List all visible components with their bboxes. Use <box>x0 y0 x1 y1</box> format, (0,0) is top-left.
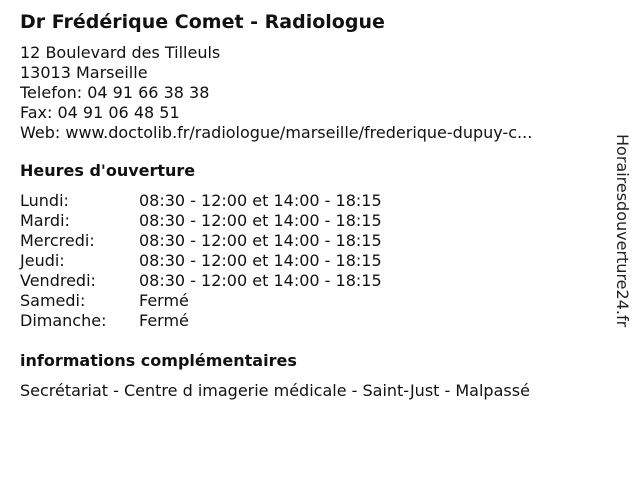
hours-row-monday <box>20 191 600 211</box>
hours-row-thursday <box>20 251 600 271</box>
day-label: Samedi: <box>20 291 86 310</box>
time-value: 08:30 - 12:00 et 14:00 - 18:15 <box>139 271 382 290</box>
time-value: 08:30 - 12:00 et 14:00 - 18:15 <box>139 231 382 250</box>
listing-card <box>20 10 600 401</box>
page-title: Dr Frédérique Comet - Radiologue <box>20 11 385 33</box>
day-label: Jeudi: <box>20 251 65 270</box>
day-label: Lundi: <box>20 191 69 210</box>
hours-row-friday <box>20 271 600 291</box>
hours-row-tuesday <box>20 211 600 231</box>
time-value: Fermé <box>139 311 189 330</box>
site-brand-vertical: Horairesdouverture24.fr <box>613 134 632 328</box>
additional-info-text: Secrétariat - Centre d imagerie médicale - Saint-Just - Malpassé <box>20 381 530 400</box>
additional-info-heading: informations complémentaires <box>20 351 297 370</box>
day-label: Dimanche: <box>20 311 107 330</box>
day-label: Vendredi: <box>20 271 96 290</box>
fax-number: Fax: 04 91 06 48 51 <box>20 103 180 122</box>
phone-number: Telefon: 04 91 66 38 38 <box>20 83 210 102</box>
time-value: Fermé <box>139 291 189 310</box>
city-address: 13013 Marseille <box>20 63 148 82</box>
time-value: 08:30 - 12:00 et 14:00 - 18:15 <box>139 191 382 210</box>
day-label: Mercredi: <box>20 231 95 250</box>
day-label: Mardi: <box>20 211 70 230</box>
hours-heading: Heures d'ouverture <box>20 161 196 180</box>
hours-row-wednesday <box>20 231 600 251</box>
time-value: 08:30 - 12:00 et 14:00 - 18:15 <box>139 211 382 230</box>
website-link[interactable]: Web: www.doctolib.fr/radiologue/marseille/frederique-dupuy-c... <box>20 123 533 142</box>
time-value: 08:30 - 12:00 et 14:00 - 18:15 <box>139 251 382 270</box>
opening-hours-table <box>20 191 600 331</box>
contact-block <box>20 43 600 143</box>
hours-row-saturday <box>20 291 600 311</box>
hours-row-sunday <box>20 311 600 331</box>
street-address: 12 Boulevard des Tilleuls <box>20 43 221 62</box>
